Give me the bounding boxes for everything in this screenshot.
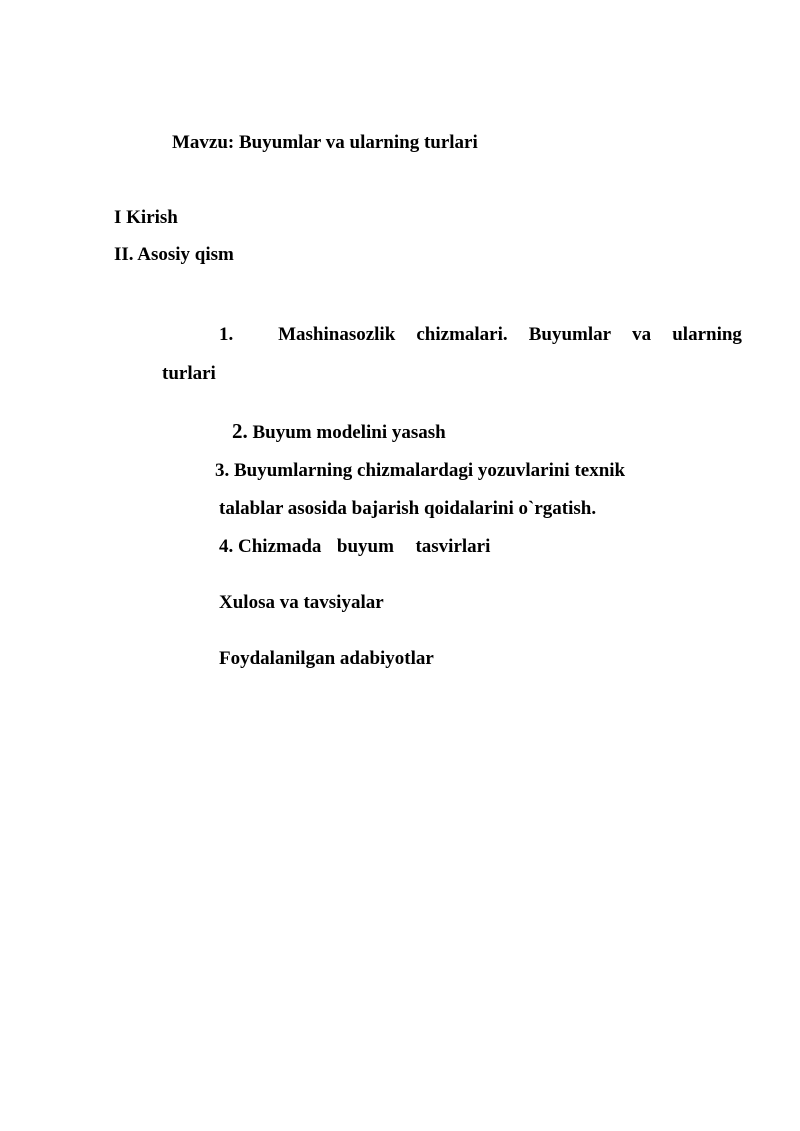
item-word: chizmalari. xyxy=(416,324,508,345)
item-text: Buyum modelini yasash xyxy=(252,422,446,443)
outline-item-1 xyxy=(219,323,742,347)
item-text: Buyumlarning chizmalardagi yozuvlarini texnik xyxy=(234,460,626,481)
section-introduction: I Kirish xyxy=(114,207,178,228)
item-word: Buyumlar xyxy=(528,324,612,345)
item-word: va xyxy=(632,324,652,345)
item-word: ularning xyxy=(672,324,742,345)
outline-item-3 xyxy=(215,459,625,483)
item-word: tasvirlari xyxy=(415,536,491,557)
item-word: buyum xyxy=(336,536,394,557)
item-number: 2. xyxy=(232,419,248,443)
item-word: Chizmada xyxy=(238,536,322,557)
section-conclusion: Xulosa va tavsiyalar xyxy=(219,592,384,613)
outline-item-1-continuation: turlari xyxy=(162,363,216,384)
item-number: 1. xyxy=(219,324,234,345)
item-number: 4. xyxy=(219,536,234,557)
outline-item-4 xyxy=(219,535,490,559)
item-number: 3. xyxy=(215,460,230,481)
section-main-part: II. Asosiy qism xyxy=(114,244,234,265)
outline-item-2 xyxy=(232,419,446,445)
document-title: Mavzu: Buyumlar va ularning turlari xyxy=(172,132,478,153)
outline-item-3-continuation: talablar asosida bajarish qoidalarini o`rgatish. xyxy=(219,498,597,519)
section-references: Foydalanilgan adabiyotlar xyxy=(219,648,434,669)
item-word: Mashinasozlik xyxy=(278,324,396,345)
